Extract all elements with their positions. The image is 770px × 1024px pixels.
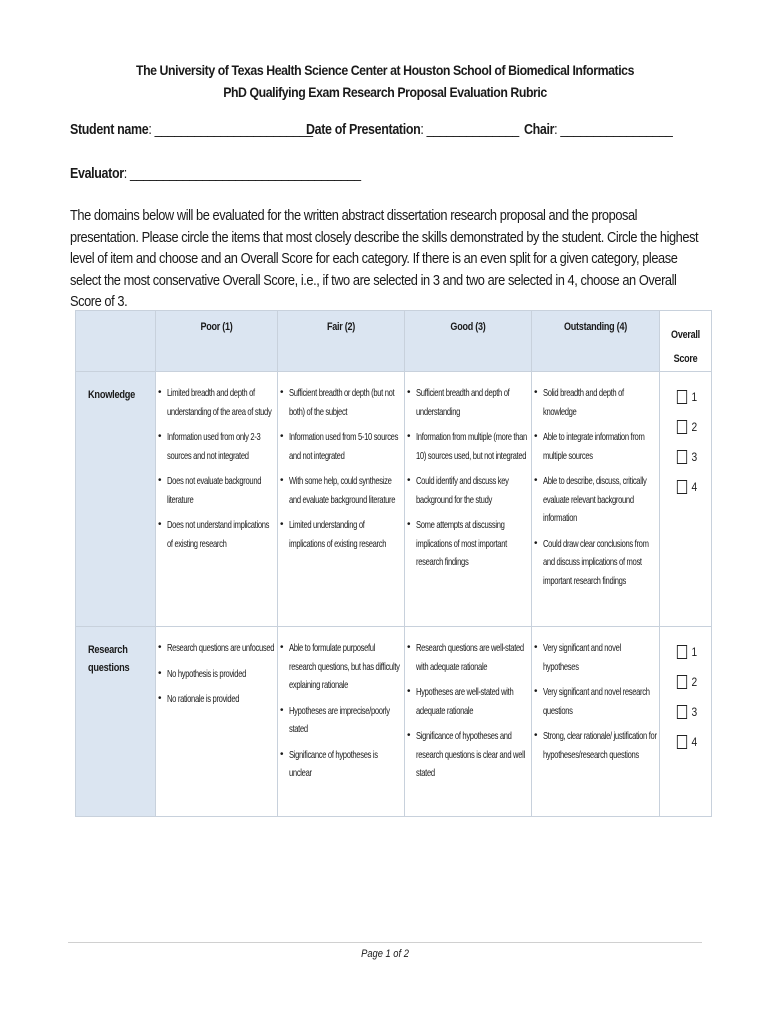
checkbox-icon[interactable]: [677, 390, 687, 404]
chair-blank[interactable]: : _________________: [554, 122, 673, 138]
header-fair: Fair (2): [278, 311, 405, 372]
criterion-item[interactable]: • Strong, clear rationale/ justification for hypotheses/research questions: [532, 727, 657, 764]
criterion-item[interactable]: • Hypotheses are imprecise/poorly stated: [278, 702, 402, 739]
chair-field[interactable]: [524, 122, 672, 138]
criterion-item[interactable]: • No rationale is provided: [156, 690, 275, 709]
score-checkbox-4[interactable]: 4: [676, 472, 711, 502]
criterion-item[interactable]: • Limited breadth and depth of understanding of the area of study: [156, 384, 275, 421]
cell-knowledge-outstanding: [532, 372, 660, 627]
student-name-field[interactable]: [70, 122, 313, 138]
cell-research-poor: [156, 627, 278, 817]
checkbox-icon[interactable]: [677, 735, 687, 749]
criterion-item[interactable]: • Information used from 5-10 sources and not integrated: [278, 428, 402, 465]
criterion-item[interactable]: • Information used from only 2-3 sources and not integrated: [156, 428, 275, 465]
criterion-item[interactable]: • Could identify and discuss key background for the study: [405, 472, 529, 509]
score-checkbox-2[interactable]: 2: [676, 667, 711, 697]
criterion-item[interactable]: • No hypothesis is provided: [156, 665, 275, 684]
header-good: Good (3): [405, 311, 532, 372]
score-checkbox-3[interactable]: 3: [676, 442, 711, 472]
cell-research-good: [405, 627, 532, 817]
cell-research-outstanding: [532, 627, 660, 817]
criterion-item[interactable]: • Does not understand implications of existing research: [156, 516, 275, 553]
page-number: Page 1 of 2: [361, 948, 409, 960]
criterion-item[interactable]: • Research questions are unfocused: [156, 639, 275, 658]
criterion-item[interactable]: • Solid breadth and depth of knowledge: [532, 384, 657, 421]
category-knowledge: Knowledge: [76, 372, 156, 627]
score-checkbox-3[interactable]: 3: [676, 697, 711, 727]
cell-research-fair: [278, 627, 405, 817]
criterion-item[interactable]: • Very significant and novel research questions: [532, 683, 657, 720]
footer-divider: [68, 942, 702, 943]
checkbox-icon[interactable]: [677, 450, 687, 464]
criterion-item[interactable]: • Significance of hypotheses is unclear: [278, 746, 402, 783]
score-checkbox-1[interactable]: 1: [676, 637, 711, 667]
cell-knowledge-fair: [278, 372, 405, 627]
evaluator-field[interactable]: [70, 166, 361, 182]
criterion-item[interactable]: • With some help, could synthesize and evaluate background literature: [278, 472, 402, 509]
rubric-table: [75, 310, 712, 817]
checkbox-icon[interactable]: [677, 420, 687, 434]
header-outstanding: Outstanding (4): [532, 311, 660, 372]
criterion-item[interactable]: • Able to formulate purposeful research questions, but has difficulty explaining rationale: [278, 639, 402, 695]
header-poor: Poor (1): [156, 311, 278, 372]
criterion-item[interactable]: • Significance of hypotheses and research questions is clear and well stated: [405, 727, 529, 783]
student-name-blank[interactable]: : ________________________: [148, 122, 313, 138]
student-name-label: Student name: [70, 122, 149, 138]
chair-label: Chair: [524, 122, 555, 138]
instructions-paragraph: The domains below will be evaluated for the written abstract dissertation research proposal and the proposal presentation. Please circle the items that most closely describe the skills demonstrated by the student. Circle the highest level of item and choose and an Overall Score for each category. If there is an even split for a given category, please select the most conservative Overall Score, i.e., if two are selected in 3 and two are selected in 4, choose an Overall Score of 3.: [70, 208, 699, 310]
criterion-item[interactable]: • Sufficient breadth and depth of understanding: [405, 384, 529, 421]
score-checkbox-4[interactable]: 4: [676, 727, 711, 757]
criterion-item[interactable]: • Able to describe, discuss, critically evaluate relevant background information: [532, 472, 657, 528]
checkbox-icon[interactable]: [677, 480, 687, 494]
checkbox-icon[interactable]: [677, 675, 687, 689]
cell-knowledge-poor: [156, 372, 278, 627]
criterion-item[interactable]: • Very significant and novel hypotheses: [532, 639, 657, 676]
cell-knowledge-good: [405, 372, 532, 627]
table-row-research-questions: [76, 627, 712, 817]
evaluator-label: Evaluator: [70, 166, 124, 182]
criterion-item[interactable]: • Some attempts at discussing implications of most important research findings: [405, 516, 529, 572]
score-checkbox-2[interactable]: 2: [676, 412, 711, 442]
evaluator-blank[interactable]: : ___________________________________: [123, 166, 361, 182]
criterion-item[interactable]: • Could draw clear conclusions from and discuss implications of most important research findings: [532, 535, 657, 591]
criterion-item[interactable]: • Information from multiple (more than 10) sources used, but not integrated: [405, 428, 529, 465]
institution-title: The University of Texas Health Science Center at Houston School of Biomedical Informatics: [135, 62, 635, 78]
header-overall-score: Overall Score: [660, 311, 712, 372]
table-row-knowledge: [76, 372, 712, 627]
presentation-date-blank[interactable]: : ______________: [420, 122, 519, 138]
corner-cell: [76, 311, 156, 372]
criterion-item[interactable]: • Does not evaluate background literature: [156, 472, 275, 509]
category-research-questions: Research questions: [76, 627, 156, 817]
criterion-item[interactable]: • Limited understanding of implications of existing research: [278, 516, 402, 553]
criterion-item[interactable]: • Hypotheses are well-stated with adequate rationale: [405, 683, 529, 720]
score-checkbox-1[interactable]: 1: [676, 382, 711, 412]
presentation-date-label: Date of Presentation: [306, 122, 421, 138]
criterion-item[interactable]: • Able to integrate information from multiple sources: [532, 428, 657, 465]
rubric-title: PhD Qualifying Exam Research Proposal Evaluation Rubric: [223, 84, 547, 100]
criterion-item[interactable]: • Research questions are well-stated with adequate rationale: [405, 639, 529, 676]
checkbox-icon[interactable]: [677, 705, 687, 719]
header-row: [76, 311, 712, 372]
criterion-item[interactable]: • Sufficient breadth or depth (but not both) of the subject: [278, 384, 402, 421]
checkbox-icon[interactable]: [677, 645, 687, 659]
presentation-date-field[interactable]: [306, 122, 519, 138]
